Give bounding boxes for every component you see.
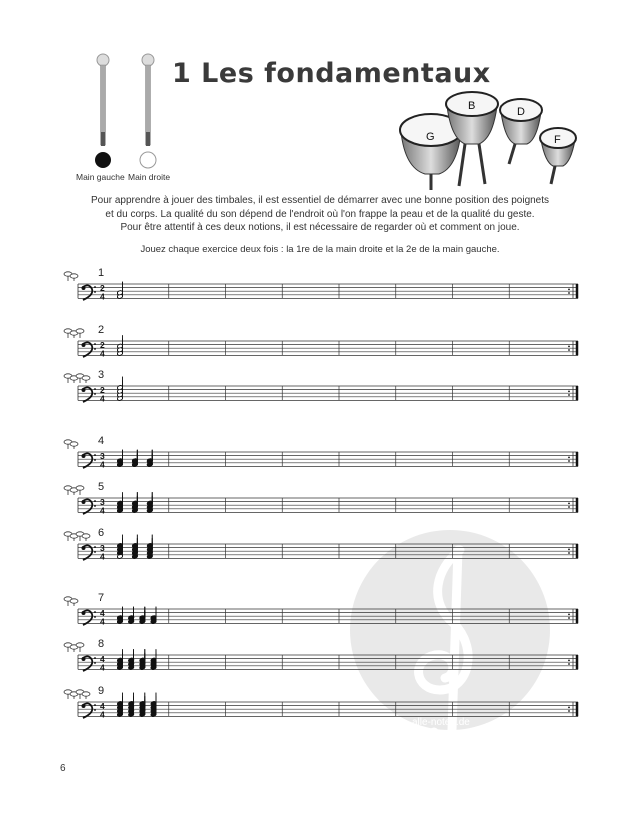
- bass-clef-dot: [82, 546, 86, 550]
- time-signature-bottom: 4: [100, 459, 105, 470]
- bass-clef-dot: [94, 454, 96, 456]
- time-signature-top: 3: [100, 497, 105, 507]
- exercise-number: 2: [98, 324, 105, 336]
- drum-icon: [76, 643, 84, 647]
- bass-clef-dot: [94, 286, 96, 288]
- repeat-dot: [568, 394, 570, 396]
- drum-label-g: G: [426, 131, 435, 143]
- bass-clef-dot: [94, 546, 96, 548]
- page-number: 6: [60, 763, 66, 774]
- repeat-dot: [568, 289, 570, 291]
- drum-icon: [70, 442, 78, 446]
- exercise-number: 8: [98, 638, 105, 650]
- repeat-dot: [568, 292, 570, 294]
- repeat-dot: [568, 460, 570, 462]
- time-signature-top: 3: [100, 543, 105, 553]
- time-signature-top: 4: [100, 701, 105, 711]
- bass-clef-dot: [94, 662, 96, 664]
- time-signature-bottom: 4: [100, 662, 105, 673]
- bass-clef-dot: [94, 551, 96, 553]
- repeat-dot: [568, 710, 570, 712]
- time-signature-bottom: 4: [100, 616, 105, 627]
- time-signature-bottom: 4: [100, 505, 105, 516]
- time-signature-top: 2: [100, 340, 105, 350]
- exercise-number: 4: [98, 435, 105, 447]
- time-signature-bottom: 4: [100, 291, 105, 302]
- time-signature-top: 2: [100, 385, 105, 395]
- right-hand-label: Main droite: [128, 172, 171, 182]
- intro-line: Pour apprendre à jouer des timbales, il est essentiel de démarrer avec une bonne position des poignets: [90, 195, 550, 206]
- bass-clef-dot: [94, 704, 96, 706]
- bass-clef-dot: [94, 343, 96, 345]
- repeat-dot: [568, 663, 570, 665]
- exercise-number: 1: [98, 267, 105, 279]
- exercise-number: 3: [98, 369, 105, 381]
- bass-clef-dot: [94, 500, 96, 502]
- repeat-dot: [568, 391, 570, 393]
- exercise-number: 6: [98, 527, 105, 539]
- repeat-dot: [568, 506, 570, 508]
- repeat-dot: [568, 457, 570, 459]
- drum-icon: [76, 486, 84, 490]
- bass-clef-dot: [82, 500, 86, 504]
- drum-icon: [82, 692, 90, 696]
- repeat-dot: [568, 707, 570, 709]
- bass-clef-dot: [94, 291, 96, 293]
- drum-icon: [70, 274, 78, 278]
- bass-clef-dot: [94, 709, 96, 711]
- repeat-dot: [568, 549, 570, 551]
- drum-icon: [76, 329, 84, 333]
- repeat-dot: [568, 349, 570, 351]
- drum-label-d: D: [517, 106, 525, 118]
- bass-clef-dot: [94, 611, 96, 613]
- bass-clef-dot: [94, 505, 96, 507]
- watermark-text: alle-noten.de: [412, 717, 470, 728]
- time-signature-top: 3: [100, 451, 105, 461]
- time-signature-top: 4: [100, 654, 105, 664]
- drum-icon: [70, 599, 78, 603]
- exercise-number: 7: [98, 592, 105, 604]
- bass-clef-dot: [82, 657, 86, 661]
- drum-label-f: F: [554, 134, 561, 146]
- time-signature-bottom: 4: [100, 709, 105, 720]
- repeat-dot: [568, 614, 570, 616]
- drum-icon: [82, 376, 90, 380]
- repeat-dot: [568, 503, 570, 505]
- time-signature-bottom: 4: [100, 551, 105, 562]
- time-signature-top: 4: [100, 608, 105, 618]
- bass-clef-dot: [94, 348, 96, 350]
- intro-line: et du corps. La qualité du son dépend de l'endroit où l'on frappe la peau et de la qualité du geste.: [105, 208, 535, 220]
- bass-clef-dot: [94, 657, 96, 659]
- repeat-dot: [568, 346, 570, 348]
- bass-clef-dot: [82, 286, 86, 290]
- time-signature-top: 2: [100, 283, 105, 293]
- drum-icon: [82, 534, 90, 538]
- repeat-dot: [568, 617, 570, 619]
- drum-label-b: B: [468, 100, 476, 112]
- intro-line: Pour être attentif à ces deux notions, il est nécessaire de regarder où et comment on joue.: [120, 222, 520, 233]
- bass-clef-dot: [94, 388, 96, 390]
- bass-clef-dot: [82, 454, 86, 458]
- left-hand-label: Main gauche: [76, 172, 125, 182]
- bass-clef-dot: [82, 343, 86, 347]
- bass-clef-dot: [94, 616, 96, 618]
- bass-clef-dot: [82, 704, 86, 708]
- bass-clef-dot: [94, 459, 96, 461]
- repeat-dot: [568, 660, 570, 662]
- bass-clef-dot: [94, 393, 96, 395]
- bass-clef-dot: [82, 611, 86, 615]
- exercise-number: 5: [98, 481, 105, 493]
- page-title: 1 Les fondamentaux: [172, 58, 491, 89]
- time-signature-bottom: 4: [100, 348, 105, 359]
- time-signature-bottom: 4: [100, 393, 105, 404]
- exercise-number: 9: [98, 685, 105, 697]
- bass-clef-dot: [82, 388, 86, 392]
- instruction-text: Jouez chaque exercice deux fois : la 1re de la main droite et la 2e de la main gauche.: [140, 244, 500, 255]
- repeat-dot: [568, 552, 570, 554]
